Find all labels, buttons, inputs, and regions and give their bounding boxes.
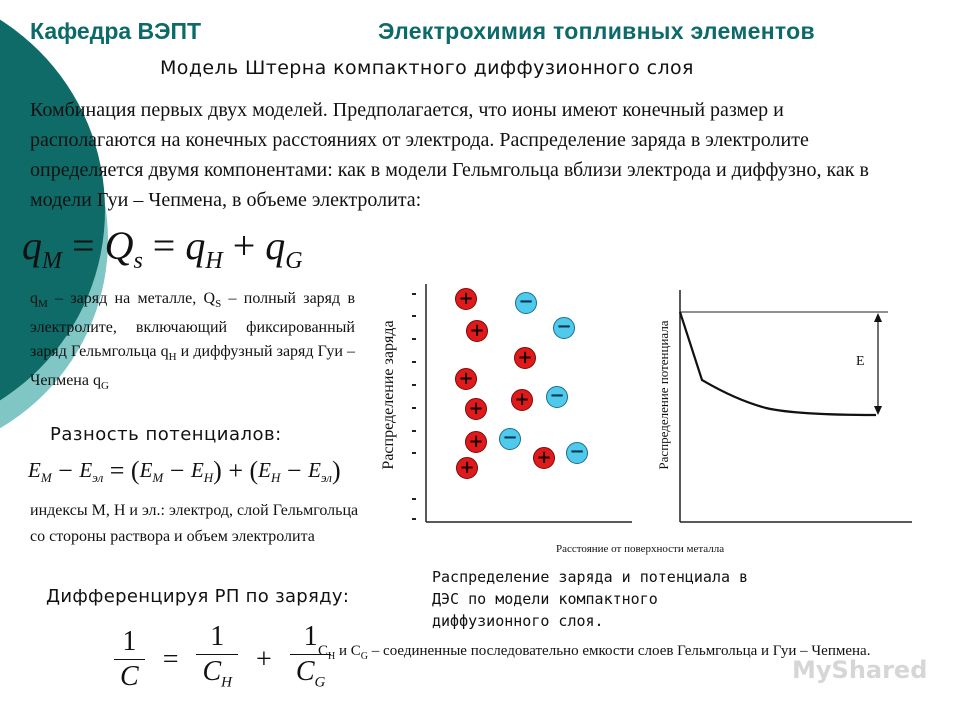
negative-ion: − (566, 442, 588, 464)
electrode-charge-mark (412, 518, 416, 520)
pf-lp2: ( (249, 456, 259, 485)
positive-ion: + (455, 368, 477, 390)
desc-part2: – полный заряд в электролите, включающий фиксированный заряд Гельмгольца q (30, 290, 355, 361)
cdesc-rest: – соединенные последовательно емкости слоев Гельмгольца и Гуи – Чепмена. (368, 643, 871, 659)
formula-eq1: = (72, 223, 95, 268)
desc-qm-sub: M (38, 298, 48, 311)
charge-axis-label-text: Распределение заряда (380, 320, 397, 470)
electrode-charge-mark (412, 430, 416, 432)
x-axis-label: Расстояние от поверхности металла (556, 543, 725, 555)
electrode-charge-mark (412, 338, 416, 340)
pf-e4: E (190, 458, 204, 482)
electrode-charge-mark (412, 384, 416, 386)
positive-ion: + (514, 347, 536, 369)
formula-qh: q (185, 223, 206, 268)
e-label: E (856, 354, 865, 369)
positive-ion: + (456, 457, 478, 479)
formula-sub-g: G (285, 248, 303, 274)
positive-ion: + (465, 398, 487, 420)
formula-q: q (22, 223, 42, 268)
negative-ion: − (499, 428, 521, 450)
potential-difference-heading: Разность потенциалов: (50, 424, 282, 445)
positive-ion: + (466, 320, 488, 342)
frac1-num: 1 (114, 625, 145, 660)
pf-e2: E (79, 458, 93, 482)
frac-1-ch (196, 620, 238, 700)
watermark-logo: MyShared (792, 656, 928, 684)
electrode-charge-mark (412, 315, 416, 317)
electrode-charge-mark (412, 498, 416, 500)
formula-Q: Q (104, 223, 134, 268)
cap-eq: = (162, 643, 179, 675)
pf-rp2: ) (331, 456, 341, 485)
pf-e5: E (258, 458, 271, 482)
electrode-charge-mark (412, 452, 416, 454)
frac3-den-sub: G (314, 674, 326, 691)
positive-ion: + (511, 389, 533, 411)
desc-part1: – заряд на металле, Q (47, 290, 216, 307)
pf-h2: H (271, 470, 281, 486)
positive-ion: + (465, 431, 487, 453)
potential-axis-label (652, 295, 676, 495)
pf-e3: E (139, 458, 153, 482)
cap-plus: + (256, 643, 272, 675)
frac3-num: 1 (290, 620, 332, 655)
formula-eq2: = (152, 223, 176, 268)
frac1-den: C (120, 661, 139, 693)
frac2-den-sub: H (221, 674, 233, 691)
pf-e1: E (28, 458, 41, 482)
formula-sub-m: M (42, 248, 62, 274)
pf-el1: эл (92, 470, 104, 486)
capacitance-formula (110, 620, 335, 700)
desc-qg-sub: G (100, 380, 109, 393)
frac2-den (196, 655, 238, 700)
negative-ion: − (515, 292, 537, 314)
charge-description (30, 287, 355, 399)
frac2-den-c: C (202, 656, 222, 687)
positive-ion: + (533, 447, 555, 469)
intro-paragraph: Комбинация первых двух моделей. Предполагается, что ионы имеют конечный размер и располагаются на конечных расстояниях от электрода. Распределение заряда в электролите определяется двумя компонентами: как в модели Гельмгольца вблизи электрода и диффузно, как в модели Гуи – Чепмена, в объеме электролита: (30, 99, 869, 211)
course-title: Электрохимия топливных элементов (378, 18, 815, 44)
electrode-charge-mark (412, 293, 416, 295)
desc-qh-sub: H (168, 351, 177, 364)
frac2-num: 1 (196, 620, 238, 655)
pf-el2: эл (320, 470, 332, 486)
desc-part3: и диффузный заряд Гуи – Чепмена q (30, 343, 356, 390)
differentiating-heading: Дифференцируя РП по заряду: (46, 586, 350, 607)
pf-eq: = (103, 456, 131, 485)
charge-distribution-plot (400, 280, 640, 530)
diagram-caption: Распределение заряда и потенциала в ДЭС по модели компактного диффузионного слоя. (432, 568, 749, 630)
frac-1-c (114, 625, 145, 694)
formula-sub-h: H (205, 248, 223, 274)
negative-ion: − (553, 317, 575, 339)
electrode-charge-mark (412, 361, 416, 363)
potential-plot-graphics (676, 280, 916, 530)
desc-qm: q (30, 290, 38, 307)
potential-distribution-plot (676, 280, 916, 530)
pf-h1: H (203, 470, 214, 486)
pf-m1: M (40, 470, 52, 486)
desc-qs-sub: S (215, 298, 222, 311)
cdesc-mid: и С (335, 643, 361, 659)
cdesc-cg-sub: G (360, 651, 369, 662)
slide-subtitle: Модель Штерна компактного диффузионного слоя (160, 57, 694, 79)
frac3-den-c: C (295, 656, 315, 687)
positive-ion: + (455, 288, 477, 310)
electrode-charge-mark (412, 407, 416, 409)
pf-plus: + (221, 456, 250, 485)
pf-minus1: − (51, 456, 80, 485)
formula-plus: + (232, 223, 256, 268)
department-title: Кафедра ВЭПТ (30, 18, 202, 44)
charge-formula (22, 222, 303, 275)
pf-minus2: − (163, 456, 191, 485)
potential-axis-label-text: Распределение потенциала (656, 320, 671, 470)
cdesc-ch: С (318, 643, 329, 659)
pf-rp1: ) (213, 456, 222, 485)
formula-sub-s: s (133, 248, 143, 274)
indices-description: индексы М, Н и эл.: электрод, слой Гельмгольца со стороны раствора и объем электролита (30, 502, 359, 545)
negative-ion: − (546, 386, 568, 408)
pf-minus3: − (280, 456, 309, 485)
potential-formula (28, 456, 341, 486)
pf-e6: E (308, 458, 321, 482)
cdesc-ch-sub: Н (328, 651, 336, 662)
pf-m2: M (152, 470, 164, 486)
formula-qg: q (265, 223, 286, 268)
pf-lp1: ( (130, 456, 140, 485)
